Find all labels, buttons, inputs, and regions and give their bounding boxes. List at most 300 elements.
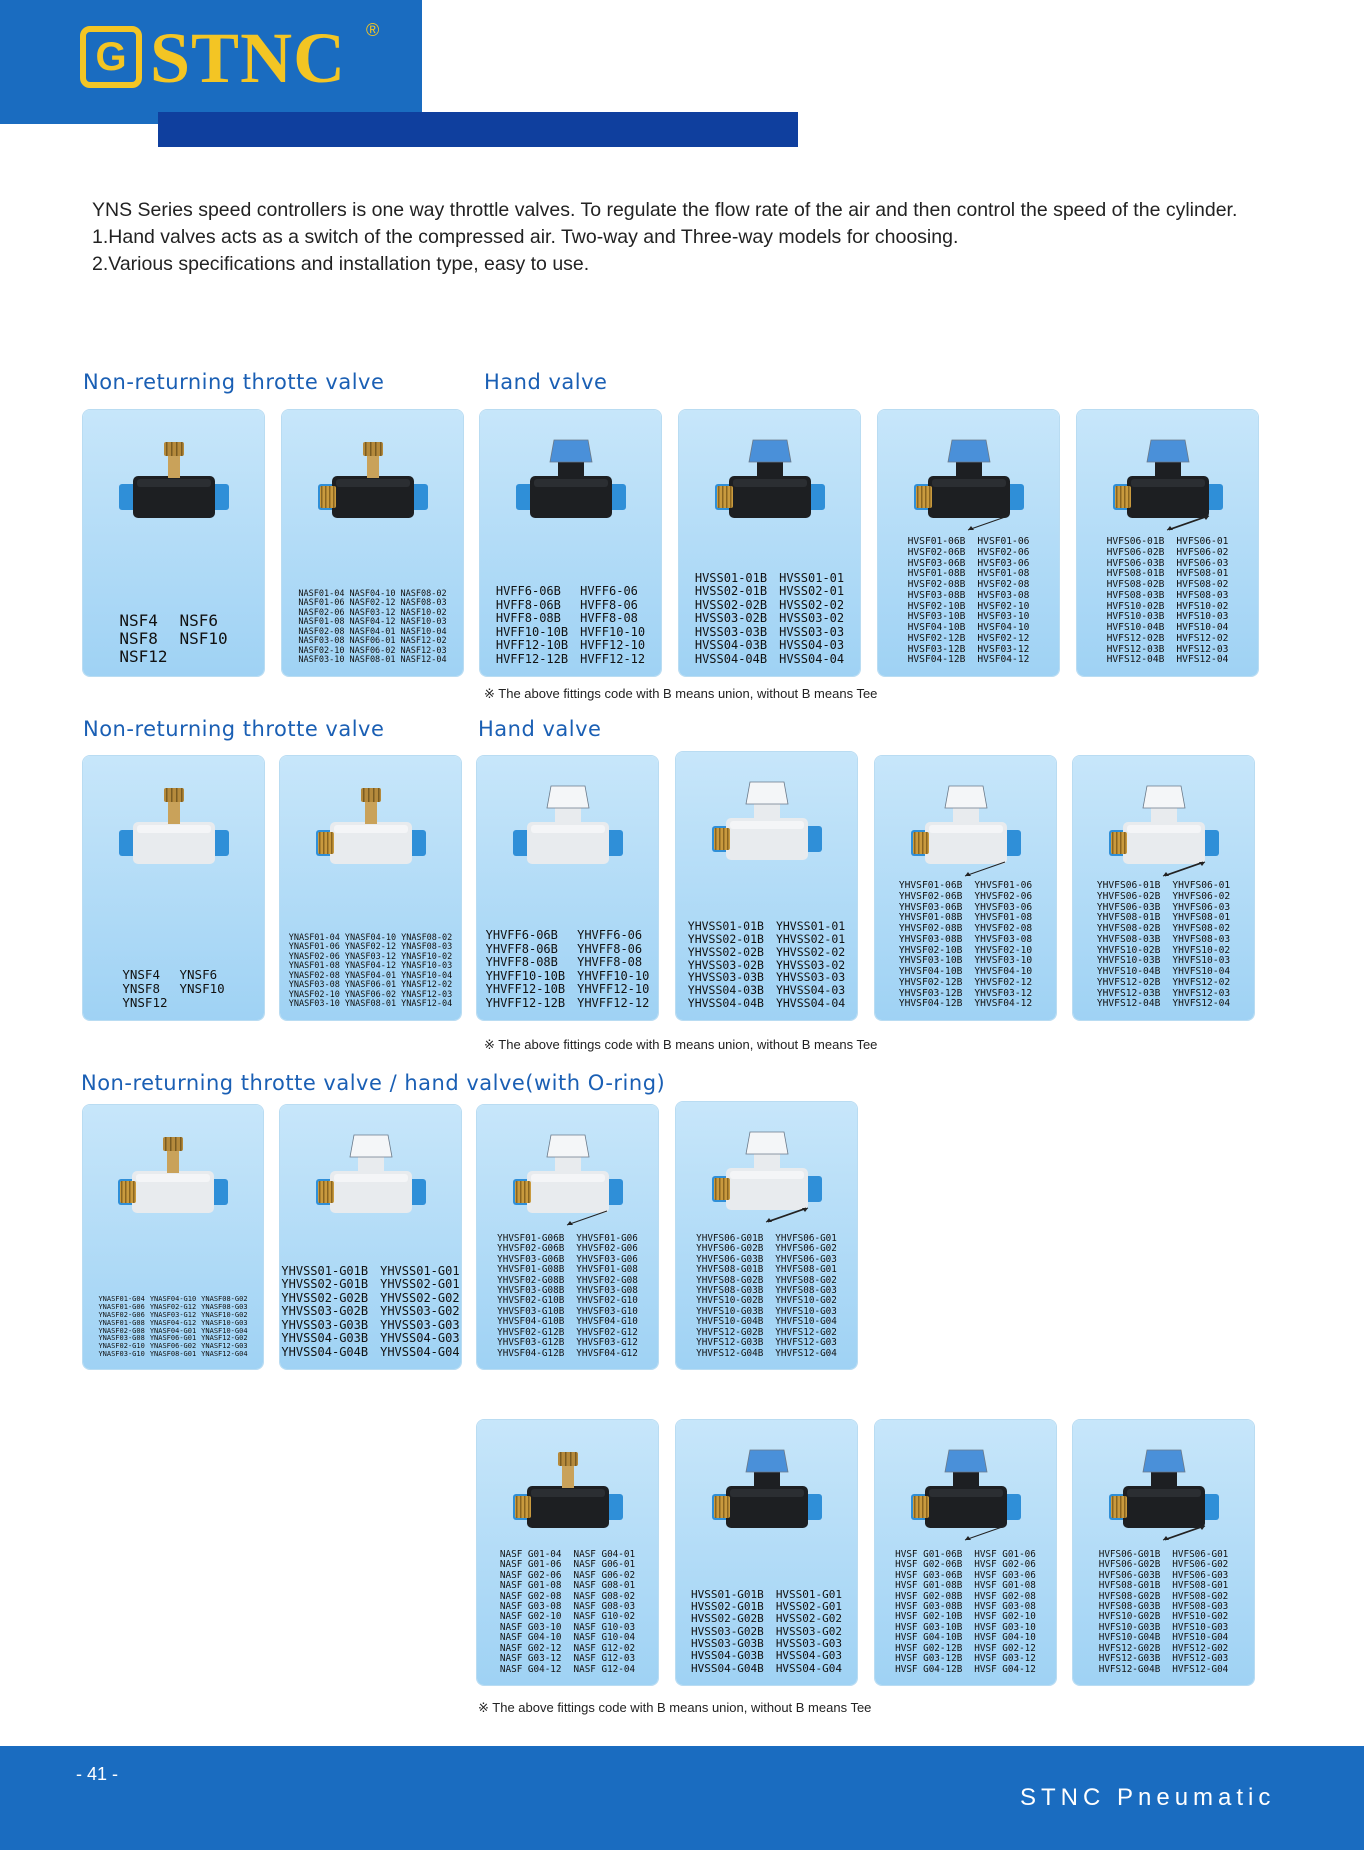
section-title-oring: Non-returning throtte valve / hand valve(with O-ring) [81,1071,666,1095]
model-code: NASF G08-02 [573,1590,636,1602]
model-code: YHVFS06-G01B [696,1232,764,1244]
logo-text: STNC [150,18,347,98]
model-code: YHVFS08-01B [1096,912,1161,924]
model-code-list [1073,881,1254,1010]
model-code: YNASF10-G04 [201,1326,248,1335]
footer-brand: STNC Pneumatic [1020,1784,1276,1811]
model-code: HVFS06-02B [1106,546,1165,558]
model-code: YNASF01-08 [288,961,340,972]
intro-text [92,197,1262,278]
model-code: HVFS10-02B [1106,600,1165,612]
model-code: YHVSS01-01B [687,918,764,933]
model-code: HVFS08-G01B [1098,1580,1161,1592]
model-code: YHVFS10-G04 [775,1316,837,1328]
model-code: YHVSS04-G04 [380,1344,460,1359]
model-code: YNSF10 [179,981,225,996]
model-code: NASF01-04 [298,588,345,599]
model-code: YHVFS08-G02 [775,1274,837,1286]
model-code: YHVSF03-06B [898,901,963,913]
model-code: NASF04-12 [349,617,396,628]
model-code: HVFS12-G03 [1172,1653,1229,1665]
model-code: HVSF G03-10 [974,1621,1036,1633]
model-code: YHVFS08-03B [1096,933,1161,945]
model-code: YNASF04-G12 [149,1318,197,1327]
model-code: YHVSF02-10 [974,944,1033,956]
model-code: HVFS06-G01 [1172,1548,1229,1560]
model-code: YHVFS06-03B [1096,901,1161,913]
model-code: YHVFS06-01 [1172,880,1231,891]
model-code: NASF02-08 [298,626,345,637]
white-hand-valve-female-icon [1103,778,1225,880]
model-code: YHVFS06-03 [1172,901,1231,913]
model-code: YHVSF02-08B [898,923,963,934]
model-code: NASF08-03 [400,598,447,609]
model-code: YHVSF01-08B [898,912,963,924]
model-code: HVFF12-10B [495,638,569,653]
model-code: YNASF03-G08 [98,1334,145,1343]
model-code: HVFS12-04B [1106,654,1165,666]
model-code: HVFS08-01B [1106,568,1165,580]
model-code: NASF G01-06 [499,1559,562,1571]
product-card [676,1420,857,1685]
model-code: NASF04-10 [349,588,396,599]
model-code: HVFF10-10B [495,624,569,639]
model-code-list [83,968,264,1010]
model-code: NASF G08-03 [573,1601,636,1613]
footnote-1: ※ The above fittings code with B means union, without B means Tee [484,686,878,701]
model-code: YHVSS02-G02B [281,1290,369,1305]
model-code: YHVSF03-G10 [576,1305,638,1317]
white-hand-valve-icon [507,778,629,880]
model-code: NASF G06-01 [573,1559,636,1571]
model-code: HVSS02-02B [694,597,768,612]
section-title-throttle-1: Non-returning throtte valve [83,370,385,394]
black-throttle-valve-threaded-icon [312,432,434,534]
model-code: YHVFS08-G02B [696,1274,764,1286]
model-code: YHVSF03-06 [974,901,1033,913]
model-code: YHVFS10-04B [1096,966,1161,977]
model-code: YHVFS08-01 [1172,912,1231,924]
model-code: HVSF G01-08 [974,1580,1036,1592]
model-code: YHVSF01-G08B [497,1264,565,1276]
model-code: HVFS08-G02B [1098,1590,1161,1602]
model-code: YHVSF03-12 [974,987,1033,999]
model-code: YHVFF10-10B [485,968,566,983]
model-code: HVSF02-08 [977,579,1030,590]
model-code: HVFS12-G04 [1172,1663,1229,1675]
model-code: HVSF G02-06B [895,1559,963,1571]
model-code: NASF10-03 [400,617,447,628]
model-code: HVSS03-G02 [775,1624,843,1638]
model-code: YNASF10-02 [401,951,453,962]
model-code: YHVSF02-06B [898,890,963,902]
model-code-list [1073,1550,1254,1675]
model-code: HVSS01-G01B [690,1587,764,1601]
black-throttle-valve-oring-icon [507,1442,629,1544]
model-code-list [83,1296,263,1359]
section-title-throttle-2: Non-returning throtte valve [83,717,385,741]
model-code: YHVSF03-G10B [497,1305,565,1317]
model-code: YNASF12-03 [401,989,453,1000]
model-code: NASF G02-08 [499,1590,562,1602]
model-code: HVSF G04-10 [974,1632,1036,1644]
model-code-list [480,585,661,666]
model-code: NASF12-02 [400,636,447,647]
model-code: HVSS02-G01 [775,1600,843,1614]
model-code: YNASF02-G08 [98,1326,145,1335]
model-code: NASF02-06 [298,607,345,618]
model-code: HVSF G02-12B [895,1642,963,1654]
model-code: YHVSS04-03B [687,983,764,998]
model-code: YHVFS08-G01 [775,1264,837,1276]
model-code: YNASF03-G10 [98,1350,145,1359]
model-code: NSF6 [179,611,219,631]
model-code: YHVSF02-G12 [576,1326,638,1338]
model-code: YHVSS01-01 [775,918,846,933]
model-code: HVSF02-06 [977,546,1030,558]
model-code: YHVFS12-G03 [775,1337,837,1349]
model-code: YHVFS12-04 [1172,998,1231,1010]
model-code: HVSS01-G01 [775,1587,843,1601]
model-code: HVSS03-G03B [690,1637,764,1651]
model-code: YNASF12-G03 [201,1342,248,1351]
model-code: NASF10-02 [400,607,447,618]
model-code: YHVSS03-G02B [281,1304,369,1319]
model-code: YNASF01-G04 [98,1295,145,1304]
model-code: NASF G02-12 [499,1642,562,1654]
black-hand-valve-female-oring-icon [1103,1442,1225,1544]
model-code: YHVSF02-G12B [497,1326,565,1338]
model-code-list [875,881,1056,1010]
product-card [477,1420,658,1685]
model-code: YHVSF03-G12 [576,1337,638,1349]
section-title-hand-2: Hand valve [478,717,602,741]
model-code: HVSF02-12 [977,632,1030,644]
product-card [875,756,1056,1020]
model-code: YHVSS04-G03 [380,1331,460,1346]
model-code: YNASF06-G02 [149,1342,197,1351]
model-code-list [282,590,463,666]
section-title-hand-1: Hand valve [484,370,608,394]
model-code: YHVSF04-12B [898,998,963,1010]
footnote-3: ※ The above fittings code with B means union, without B means Tee [478,1700,872,1715]
model-code: YHVSS01-G01B [281,1263,369,1278]
model-code: YHVSF01-G06 [576,1232,638,1244]
model-code: HVFS10-G04B [1098,1632,1161,1644]
model-code: HVSF02-06B [907,546,966,558]
model-code: HVFF12-10 [580,638,646,653]
model-code-list [875,1550,1056,1675]
model-code: HVSF G04-10B [895,1632,963,1644]
model-code-list [1077,537,1258,666]
model-code: HVFF8-06B [495,597,561,612]
model-code: HVSF03-12B [907,643,966,655]
product-card [676,752,857,1020]
model-code: YHVFF12-12B [485,995,566,1010]
model-code: HVFS10-04 [1176,622,1229,633]
model-code: YHVSF03-G06B [497,1253,565,1265]
model-code: YHVFS08-G03 [775,1285,837,1297]
model-code: YHVSF02-G08 [576,1274,638,1286]
model-code: YHVFS10-G03 [775,1305,837,1317]
model-code: NASF06-02 [349,645,396,656]
model-code: YHVSF04-10B [898,966,963,977]
model-code: YHVSF02-G08B [497,1274,565,1286]
model-code: HVFS08-G03B [1098,1601,1161,1613]
black-hand-valve-threaded-icon [709,432,831,534]
white-hand-valve-oring-icon [310,1127,432,1229]
model-code: HVSS03-G02B [690,1624,764,1638]
model-code: YHVSS04-03 [775,983,846,998]
white-throttle-valve-threaded-icon [310,778,432,880]
model-code: YNASF04-10 [344,932,397,943]
model-code: HVFF8-08 [580,611,638,626]
model-code: YHVSF03-08 [974,933,1033,945]
model-code-list [477,929,658,1010]
model-code: HVSF03-06B [907,557,966,569]
model-code: NASF G08-01 [573,1580,636,1592]
registered-mark: ® [366,20,380,40]
model-code: HVSF G02-12 [974,1642,1036,1654]
model-code: NASF12-03 [400,645,447,656]
model-code: NASF G03-08 [499,1601,562,1613]
model-code: YNASF02-08 [288,970,340,981]
model-code: YHVFS10-02 [1172,944,1231,956]
model-code: YHVSF03-G06 [576,1253,638,1265]
model-code: YHVFS12-04B [1096,998,1161,1010]
product-card [477,756,658,1020]
model-code: NASF G02-06 [499,1569,562,1581]
model-code: YHVSS02-G01 [380,1277,460,1292]
model-code: YHVFF6-06B [485,928,558,943]
product-card [676,1102,857,1369]
model-code: HVSS02-01B [694,584,768,599]
model-code: HVFS06-G03B [1098,1569,1161,1581]
model-code: YNASF02-G10 [98,1342,145,1351]
model-code: YNASF02-06 [288,951,340,962]
model-code: HVSF G01-06 [974,1548,1036,1560]
model-code: YNSF4 [122,967,160,982]
model-code: YHVFS12-02 [1172,976,1231,988]
model-code: YHVFS10-02B [1096,944,1161,956]
model-code: NASF03-12 [349,607,396,618]
model-code: YHVSF02-12B [898,976,963,988]
model-code: HVSS04-03 [779,638,845,653]
model-code: YNASF10-G03 [201,1318,248,1327]
black-hand-valve-male-oring-icon [905,1442,1027,1544]
model-code: NASF04-01 [349,626,396,637]
model-code: YHVFS12-G04B [696,1347,764,1359]
model-code: YNASF12-G02 [201,1334,248,1343]
model-code: YHVSF04-G12B [497,1347,565,1359]
model-code: NASF G10-03 [573,1621,636,1633]
model-code: HVFS10-G02B [1098,1611,1161,1623]
model-code: HVSF G02-06 [974,1559,1036,1571]
model-code: YHVSF03-10B [898,955,963,967]
model-code: HVFS06-02 [1176,546,1229,558]
model-code: YHVFS06-G02 [775,1243,837,1255]
model-code: YNASF02-12 [344,942,397,953]
model-code: HVFS10-G02 [1172,1611,1229,1623]
model-code: YHVSS02-G01B [281,1277,369,1292]
model-code: HVSF G03-08 [974,1601,1036,1613]
model-code: HVSF G03-06B [895,1569,963,1581]
model-code: YHVFS12-03B [1096,987,1161,999]
product-card [480,410,661,676]
product-card [1073,756,1254,1020]
model-code: NASF G12-03 [573,1653,636,1665]
model-code: YNASF04-12 [344,961,397,972]
model-code: NSF12 [119,647,168,667]
model-code: NASF02-10 [298,645,345,656]
model-code: HVSS03-02B [694,611,768,626]
model-code: YHVSF01-G06B [497,1232,565,1244]
model-code: YNASF03-G12 [149,1310,197,1319]
black-hand-valve-male-icon [908,432,1030,534]
model-code: HVSF03-08B [907,589,966,601]
model-code: NASF01-08 [298,617,345,628]
model-code: YHVSS03-03B [687,970,764,985]
model-code: YHVSS03-03 [775,970,846,985]
model-code: NSF4 [119,611,158,631]
model-code: HVSF02-08B [907,579,966,590]
product-card [83,1105,263,1369]
model-code: HVFS08-03B [1106,589,1165,601]
model-code: YHVFF8-06 [577,941,643,956]
model-code: HVFS10-G04 [1172,1632,1229,1644]
model-code: YNASF10-G02 [201,1310,248,1319]
model-code: YNASF01-G08 [98,1318,145,1327]
model-code: YHVSS03-G02 [380,1304,460,1319]
model-code: HVSS04-04B [694,651,768,666]
model-code: YNASF12-G04 [201,1350,248,1359]
model-code: NASF G04-01 [573,1548,636,1560]
model-code: NASF G04-12 [499,1663,562,1675]
model-code: NASF G02-10 [499,1611,562,1623]
model-code: HVFS12-G04B [1098,1663,1161,1675]
model-code: HVSS02-G01B [690,1600,764,1614]
model-code: YNASF08-03 [401,942,453,953]
model-code: HVSS03-03B [694,624,768,639]
model-code: HVFS12-03B [1106,643,1165,655]
model-code: YNASF04-G10 [149,1295,197,1304]
model-code: YHVFS08-G01B [696,1264,764,1276]
model-code: HVFS10-04B [1106,622,1165,633]
model-code: YHVFS06-G02B [696,1243,764,1255]
model-code: HVSS03-02 [779,611,845,626]
model-code: HVSF04-10B [907,622,966,633]
model-code: HVFS06-G02 [1172,1559,1229,1571]
model-code: NSF8 [119,629,158,649]
model-code: YHVSF03-12B [898,987,963,999]
model-code: YHVFS08-03 [1172,933,1231,945]
model-code-list [676,920,857,1010]
model-code: YHVSS03-G03 [380,1317,460,1332]
model-code: NASF08-02 [400,588,447,599]
model-code: YHVSS03-02B [687,957,764,972]
model-code: HVSS04-G03 [775,1649,843,1663]
model-code: YHVFS06-G01 [775,1232,837,1244]
model-code: HVSS03-G03 [775,1637,843,1651]
model-code: HVSF03-10B [907,611,966,623]
model-code: HVSF01-08B [907,568,966,580]
model-code: HVSF G02-08 [974,1590,1036,1602]
model-code: YHVFS12-G02 [775,1326,837,1338]
model-code: YNASF03-10 [288,999,340,1010]
model-code: YHVSS03-02 [775,957,846,972]
model-code: YHVSF01-06B [898,880,963,891]
model-code: YNASF08-01 [344,999,397,1010]
header-bar [158,112,798,147]
model-code: YHVSF03-G08 [576,1285,638,1297]
model-code: HVFS10-02 [1176,600,1229,612]
model-code: HVSS04-G04 [775,1661,843,1675]
model-code: YHVFS10-04 [1172,966,1231,977]
model-code: HVSS03-03 [779,624,845,639]
model-code: YNASF06-02 [344,989,397,1000]
model-code: YHVSS02-01 [775,931,846,946]
model-code: YHVSF04-G10 [576,1316,638,1328]
model-code: HVSS02-G02B [690,1612,764,1626]
model-code: YHVSF01-08 [974,912,1033,924]
model-code: YHVFS06-G03B [696,1253,764,1265]
white-throttle-valve-icon [113,778,235,880]
model-code: HVFS06-G01B [1098,1548,1161,1560]
model-code: HVSF G03-08B [895,1601,963,1613]
model-code-list [280,934,461,1010]
model-code: YHVSS04-04 [775,996,846,1011]
model-code: NASF G10-02 [573,1611,636,1623]
model-code: HVFS06-03B [1106,557,1165,569]
model-code: HVSF04-12 [977,654,1030,666]
model-code: YNASF01-04 [288,932,340,943]
model-code: YHVFS10-G02 [775,1295,837,1307]
model-code: HVFF10-10 [580,624,646,639]
model-code: YHVFF10-10 [577,968,650,983]
model-code: HVSF G01-08B [895,1580,963,1592]
white-hand-valve-male-oring-icon [507,1127,629,1229]
model-code: NASF G01-04 [499,1548,562,1560]
model-code-list [676,1589,857,1675]
black-hand-valve-female-icon [1107,432,1229,534]
model-code: YNASF10-03 [401,961,453,972]
model-code: NASF03-08 [298,636,345,647]
model-code: NASF G01-08 [499,1580,562,1592]
model-code: YNASF06-01 [344,980,397,991]
model-code: HVSF G04-12B [895,1663,963,1675]
model-code: NASF G06-02 [573,1569,636,1581]
model-code: NASF08-01 [349,655,396,666]
model-code: YNSF12 [122,995,168,1010]
product-card [1073,1420,1254,1685]
model-code: HVSF02-12B [907,632,966,644]
model-code: YHVFS06-G03 [775,1253,837,1265]
model-code: YHVFF12-10B [485,982,566,997]
model-code: YNASF12-02 [401,980,453,991]
model-code: YHVSF03-08B [898,933,963,945]
model-code: YNASF08-G03 [201,1303,248,1312]
black-throttle-valve-icon [113,432,235,534]
model-code: YHVSS04-G03B [281,1331,369,1346]
model-code: YHVFF6-06 [577,928,643,943]
model-code: NASF10-04 [400,626,447,637]
white-throttle-valve-oring-icon [112,1127,234,1229]
model-code: HVSF G03-06 [974,1569,1036,1581]
model-code: NASF03-10 [298,655,345,666]
model-code: NSF10 [179,629,228,649]
model-code: HVSF G03-12B [895,1653,963,1665]
model-code: YHVSF02-08 [974,923,1033,934]
